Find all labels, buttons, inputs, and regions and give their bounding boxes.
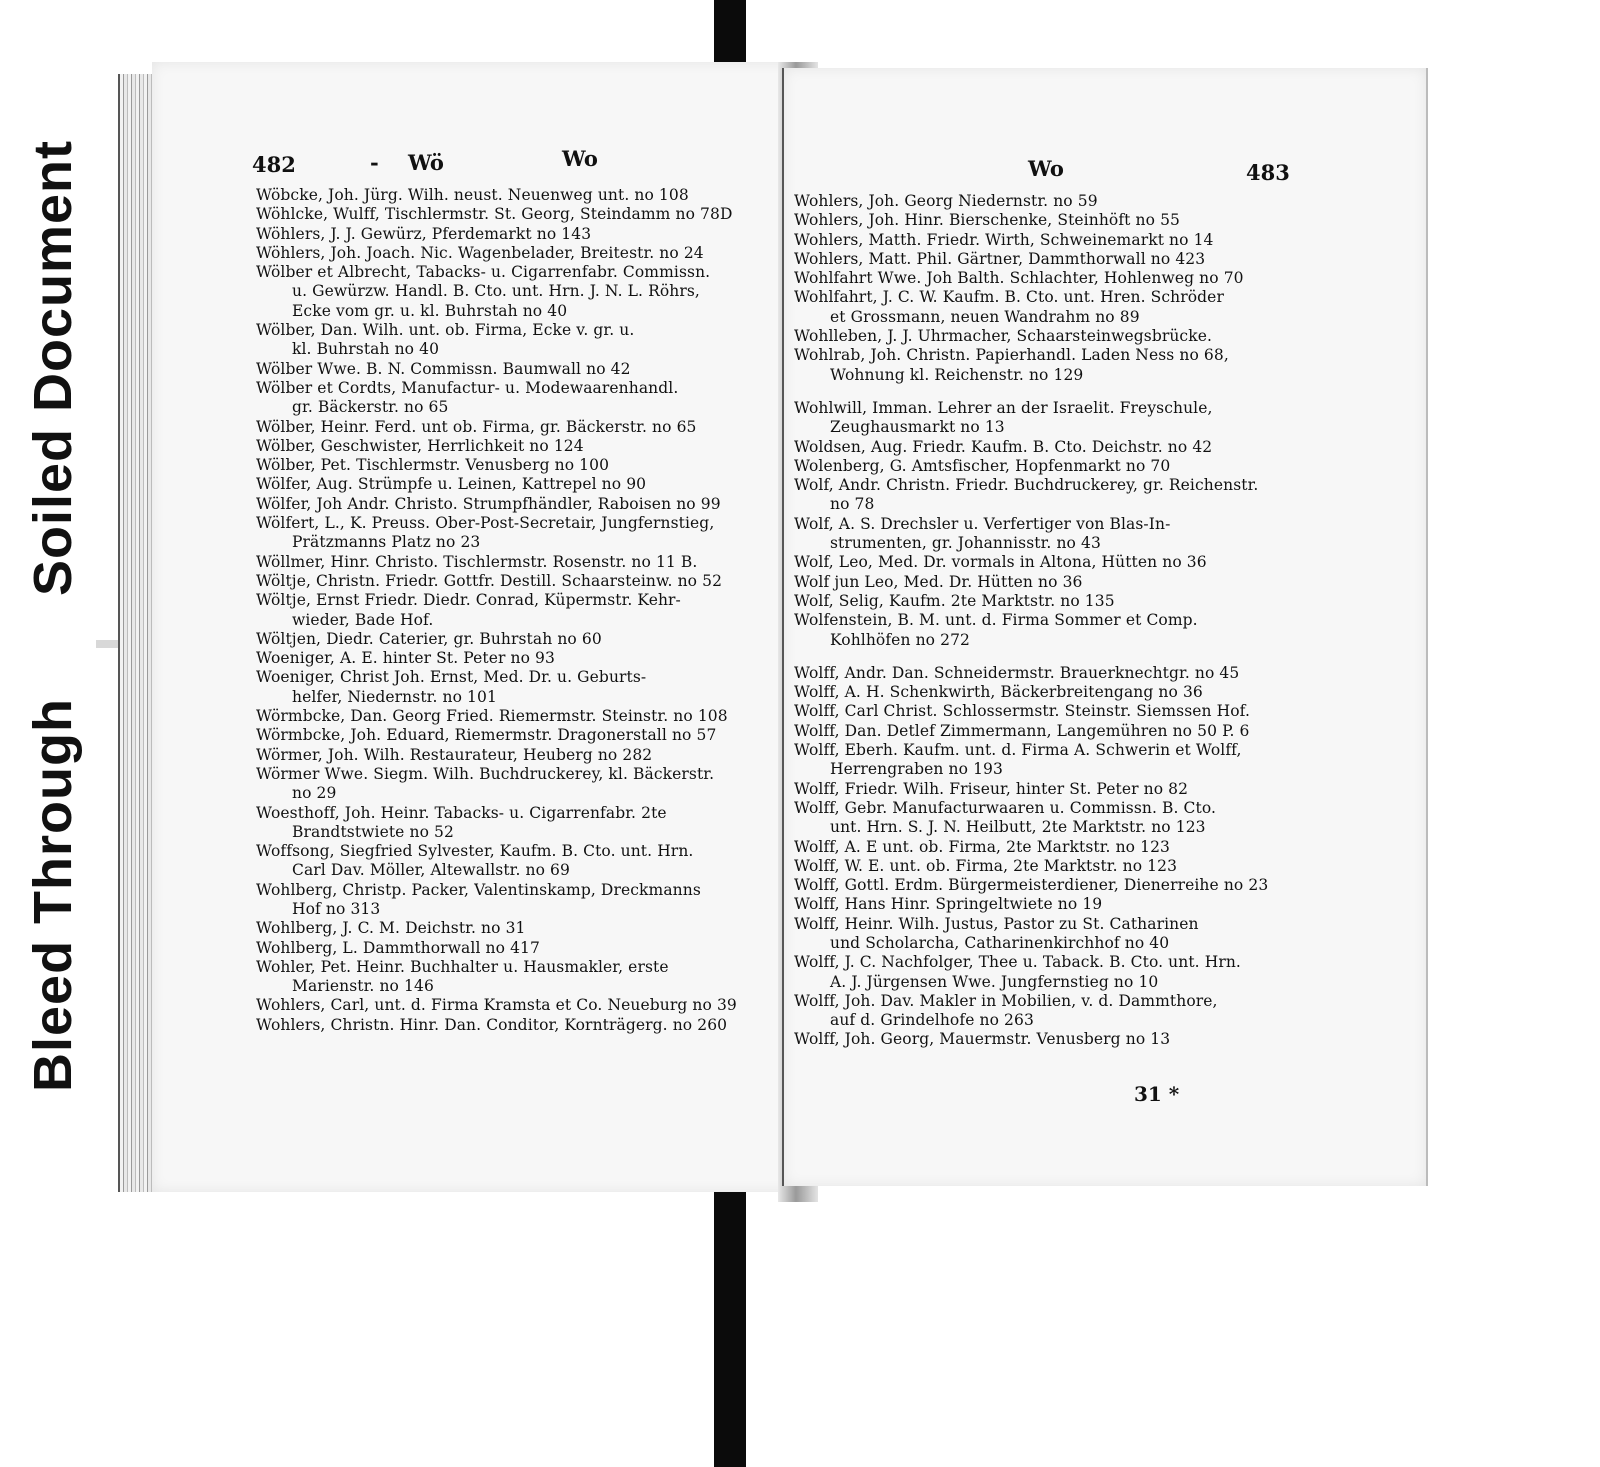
entry-line: Wolff, Dan. Detlef Zimmermann, Langemühren no 50 P. 6 — [794, 721, 1250, 740]
directory-entry — [794, 702, 1414, 721]
directory-entry — [256, 746, 786, 765]
directory-entry — [794, 683, 1414, 702]
entry-continuation: kl. Buhrstah no 40 — [292, 340, 440, 359]
entry-continuation: u. Gewürzw. Handl. B. Cto. unt. Hrn. J. N. L. Röhrs, — [292, 282, 700, 301]
entry-line: Wöhlcke, Wulff, Tischlermstr. St. Georg, Steindamm no 78D — [256, 205, 733, 224]
directory-entry — [794, 592, 1414, 611]
entry-line: Wölber, Geschwister, Herrlichkeit no 124 — [256, 436, 584, 455]
page-number-right: 483 — [1246, 160, 1290, 185]
entry-line: Wolff, W. E. unt. ob. Firma, 2te Marktstr. no 123 — [794, 856, 1178, 875]
entry-line: Wolff, Andr. Dan. Schneidermstr. Brauerknechtgr. no 45 — [794, 663, 1240, 682]
directory-entry — [256, 804, 786, 843]
directory-entry — [794, 722, 1414, 741]
entry-line: Wöllmer, Hinr. Christo. Tischlermstr. Rosenstr. no 11 B. — [256, 552, 698, 571]
directory-entry — [256, 958, 786, 997]
directory-entry — [794, 1030, 1414, 1049]
directory-entry — [256, 707, 786, 726]
entry-line: Wölber, Dan. Wilh. unt. ob. Firma, Ecke v. gr. u. — [256, 321, 635, 340]
entry-continuation: strumenten, gr. Johannisstr. no 43 — [830, 534, 1101, 553]
entry-line: Wörmbcke, Dan. Georg Fried. Riemermstr. Steinstr. no 108 — [256, 707, 728, 726]
entry-line: Wolff, Gebr. Manufacturwaaren u. Commissn. B. Cto. — [794, 798, 1217, 817]
entry-line: Woldsen, Aug. Friedr. Kaufm. B. Cto. Deichstr. no 42 — [794, 437, 1213, 456]
directory-entry — [794, 476, 1414, 515]
entry-line: Wohlers, Christn. Hinr. Dan. Conditor, Kornträgerg. no 260 — [256, 1015, 728, 1034]
entry-continuation: no 29 — [292, 784, 337, 803]
directory-entry — [256, 475, 786, 494]
entry-continuation: unt. Hrn. S. J. N. Heilbutt, 2te Marktstr. no 123 — [830, 818, 1206, 837]
directory-entry — [794, 915, 1414, 954]
entry-line: Wohlrab, Joh. Christn. Papierhandl. Laden Ness no 68, — [794, 346, 1229, 365]
entry-line: Wohlfahrt Wwe. Joh Balth. Schlachter, Hohlenweg no 70 — [794, 269, 1244, 288]
entry-line: Wohlwill, Imman. Lehrer an der Israelit. Freyschule, — [794, 398, 1213, 417]
entry-line: Wolf, Andr. Christn. Friedr. Buchdruckerey, gr. Reichenstr. — [794, 476, 1259, 495]
entry-line: Wohlers, Matt. Phil. Gärtner, Dammthorwall no 423 — [794, 249, 1206, 268]
entry-line: Wöhlers, Joh. Joach. Nic. Wagenbelader, Breitestr. no 24 — [256, 243, 704, 262]
entry-line: Wolenberg, G. Amtsfischer, Hopfenmarkt no 70 — [794, 456, 1171, 475]
entry-line: Wolf, Leo, Med. Dr. vormals in Altona, Hütten no 36 — [794, 553, 1207, 572]
directory-entry — [256, 225, 786, 244]
entry-line: Wohlberg, Christp. Packer, Valentinskamp, Dreckmanns — [256, 880, 701, 899]
entry-line: Wolf, A. S. Drechsler u. Verfertiger von Blas-In- — [794, 514, 1171, 533]
entry-line: Wohler, Pet. Heinr. Buchhalter u. Hausmakler, erste — [256, 957, 669, 976]
entry-line: Wölber, Heinr. Ferd. unt ob. Firma, gr. Bäckerstr. no 65 — [256, 417, 697, 436]
entry-line: Wörmer Wwe. Siegm. Wilh. Buchdruckerey, kl. Bäckerstr. — [256, 764, 715, 783]
entry-continuation: Carl Dav. Möller, Altewallstr. no 69 — [292, 861, 570, 880]
running-header: Wo — [1028, 156, 1064, 181]
entry-line: Wohlberg, J. C. M. Deichstr. no 31 — [256, 919, 526, 938]
directory-entry — [794, 780, 1414, 799]
entry-line: Wolfenstein, B. M. unt. d. Firma Sommer et Comp. — [794, 611, 1198, 630]
entry-line: Wölber et Albrecht, Tabacks- u. Cigarrenfabr. Commissn. — [256, 263, 711, 282]
entry-line: Wölfer, Aug. Strümpfe u. Leinen, Kattrepel no 90 — [256, 475, 647, 494]
left-entry-list — [256, 186, 786, 1035]
entry-line: Wolff, J. C. Nachfolger, Thee u. Taback. B. Cto. unt. Hrn. — [794, 953, 1241, 972]
entry-line: Wörmer, Joh. Wilh. Restaurateur, Heuberg no 282 — [256, 745, 653, 764]
entry-continuation: Brandtstwiete no 52 — [292, 822, 454, 841]
running-header-left: Wö — [408, 150, 444, 175]
directory-entry — [256, 553, 786, 572]
entry-line: Wolff, Joh. Dav. Makler in Mobilien, v. d. Dammthore, — [794, 991, 1218, 1010]
entry-line: Woffsong, Siegfried Sylvester, Kaufm. B. Cto. unt. Hrn. — [256, 842, 694, 861]
directory-entry — [794, 664, 1414, 683]
entry-line: Wölfert, L., K. Preuss. Ober-Post-Secretair, Jungfernstieg, — [256, 514, 715, 533]
directory-entry — [794, 741, 1414, 780]
open-book — [118, 62, 1424, 1194]
directory-entry — [256, 321, 786, 360]
directory-entry — [794, 799, 1414, 838]
entry-continuation: Herrengraben no 193 — [830, 760, 1003, 779]
entry-continuation: Ecke vom gr. u. kl. Buhrstah no 40 — [292, 301, 568, 320]
directory-entry — [794, 438, 1414, 457]
entry-continuation: Prätzmanns Platz no 23 — [292, 533, 481, 552]
entry-line: Wölber et Cordts, Manufactur- u. Modewaarenhandl. — [256, 378, 679, 397]
directory-entry — [794, 192, 1414, 211]
directory-entry — [256, 379, 786, 418]
directory-entry — [256, 514, 786, 553]
directory-entry — [256, 842, 786, 881]
directory-entry — [794, 399, 1414, 438]
entry-line: Wohlfahrt, J. C. W. Kaufm. B. Cto. unt. Hren. Schröder — [794, 288, 1224, 307]
directory-entry — [256, 205, 786, 224]
entry-line: Wöhlers, J. J. Gewürz, Pferdemarkt no 143 — [256, 224, 592, 243]
entry-continuation: gr. Bäckerstr. no 65 — [292, 398, 449, 417]
directory-entry — [794, 250, 1414, 269]
directory-entry — [794, 876, 1414, 895]
entry-line: Wölber Wwe. B. N. Commissn. Baumwall no 42 — [256, 359, 631, 378]
entry-line: Wohlberg, L. Dammthorwall no 417 — [256, 938, 540, 957]
entry-continuation: Wohnung kl. Reichenstr. no 129 — [830, 365, 1084, 384]
entry-line: Wolff, Friedr. Wilh. Friseur, hinter St. Peter no 82 — [794, 779, 1189, 798]
entry-line: Wolff, Gottl. Erdm. Bürgermeisterdiener, Dienerreihe no 23 — [794, 876, 1269, 895]
entry-line: Wolf, Selig, Kaufm. 2te Marktstr. no 135 — [794, 591, 1115, 610]
header-dash: - — [370, 150, 379, 175]
soiled-document-label — [10, 98, 96, 638]
directory-entry — [256, 630, 786, 649]
directory-entry — [794, 611, 1414, 650]
signature-mark: 31 * — [1134, 1082, 1180, 1106]
entry-line: Wolff, Joh. Georg, Mauermstr. Venusberg no 13 — [794, 1030, 1171, 1049]
entry-continuation: wieder, Bade Hof. — [292, 610, 434, 629]
directory-entry — [256, 572, 786, 591]
entry-line: Wöltje, Christn. Friedr. Gottfr. Destill. Schaarsteinw. no 52 — [256, 571, 723, 590]
entry-continuation: helfer, Niedernstr. no 101 — [292, 687, 497, 706]
directory-entry — [256, 881, 786, 920]
right-page — [782, 68, 1428, 1186]
directory-entry — [256, 263, 786, 321]
entry-line: Wohlers, Carl, unt. d. Firma Kramsta et Co. Neueburg no 39 — [256, 996, 737, 1015]
page-edges — [118, 74, 154, 1192]
directory-entry — [256, 418, 786, 437]
entry-line: Wohlleben, J. J. Uhrmacher, Schaarsteinwegsbrücke. — [794, 327, 1213, 346]
entry-line: Wohlers, Joh. Georg Niedernstr. no 59 — [794, 192, 1098, 210]
directory-entry — [256, 186, 786, 205]
entry-line: Wolff, Hans Hinr. Springeltwiete no 19 — [794, 895, 1103, 914]
left-page — [152, 62, 800, 1192]
entry-line: Wolff, A. H. Schenkwirth, Bäckerbreitengang no 36 — [794, 683, 1203, 702]
directory-entry — [256, 456, 786, 475]
entry-continuation: Hof no 313 — [292, 899, 381, 918]
directory-entry — [256, 939, 786, 958]
binding-tape-bottom — [714, 1168, 746, 1467]
directory-entry — [256, 919, 786, 938]
directory-entry — [256, 996, 786, 1015]
entry-line: Wolff, Eberh. Kaufm. unt. d. Firma A. Schwerin et Wolff, — [794, 741, 1242, 760]
entry-continuation: A. J. Jürgensen Wwe. Jungfernstieg no 10 — [830, 972, 1159, 991]
directory-entry — [794, 857, 1414, 876]
entry-continuation: Marienstr. no 146 — [292, 977, 434, 996]
page-number-left: 482 — [252, 152, 296, 177]
directory-entry — [794, 895, 1414, 914]
entry-line: Wölber, Pet. Tischlermstr. Venusberg no 100 — [256, 456, 610, 475]
entry-line: Woesthoff, Joh. Heinr. Tabacks- u. Cigarrenfabr. 2te — [256, 803, 667, 822]
bleed-through-label — [10, 655, 96, 1135]
directory-entry — [256, 244, 786, 263]
directory-entry — [794, 231, 1414, 250]
soiled-document-text: Soiled Document — [23, 139, 84, 597]
directory-entry — [794, 269, 1414, 288]
directory-entry — [256, 591, 786, 630]
directory-entry — [794, 211, 1414, 230]
entry-continuation: no 78 — [830, 495, 875, 514]
directory-entry — [794, 953, 1414, 992]
entry-continuation: auf d. Grindelhofe no 263 — [830, 1011, 1034, 1030]
directory-entry — [256, 765, 786, 804]
directory-entry — [794, 553, 1414, 572]
entry-line: Wolff, Heinr. Wilh. Justus, Pastor zu St. Catharinen — [794, 914, 1199, 933]
bleed-through-text: Bleed Through — [23, 698, 84, 1092]
entry-line: Wörmbcke, Joh. Eduard, Riemermstr. Dragonerstall no 57 — [256, 726, 717, 745]
directory-entry — [256, 726, 786, 745]
directory-entry — [794, 515, 1414, 554]
directory-entry — [256, 495, 786, 514]
directory-entry — [256, 360, 786, 379]
directory-entry — [256, 668, 786, 707]
entry-line: Wohlers, Joh. Hinr. Bierschenke, Steinhöft no 55 — [794, 211, 1180, 230]
directory-entry — [794, 457, 1414, 476]
directory-entry — [794, 327, 1414, 346]
entry-continuation: et Grossmann, neuen Wandrahm no 89 — [830, 307, 1140, 326]
entry-line: Wölfer, Joh Andr. Christo. Strumpfhändler, Raboisen no 99 — [256, 494, 721, 513]
directory-entry — [794, 288, 1414, 327]
running-header-right: Wo — [562, 146, 598, 171]
entry-continuation: Kohlhöfen no 272 — [830, 630, 970, 649]
directory-entry — [794, 992, 1414, 1031]
entry-line: Wöltjen, Diedr. Caterier, gr. Buhrstah no 60 — [256, 629, 602, 648]
entry-line: Wolf jun Leo, Med. Dr. Hütten no 36 — [794, 572, 1083, 591]
entry-line: Woeniger, A. E. hinter St. Peter no 93 — [256, 649, 555, 668]
directory-entry — [256, 649, 786, 668]
entry-line: Wohlers, Matth. Friedr. Wirth, Schweinemarkt no 14 — [794, 230, 1214, 249]
entry-line: Woeniger, Christ Joh. Ernst, Med. Dr. u. Geburts- — [256, 668, 647, 687]
directory-entry — [794, 838, 1414, 857]
entry-continuation: und Scholarcha, Catharinenkirchhof no 40 — [830, 933, 1170, 952]
directory-entry — [794, 573, 1414, 592]
directory-entry — [256, 437, 786, 456]
entry-line: Wolff, Carl Christ. Schlossermstr. Steinstr. Siemssen Hof. — [794, 702, 1250, 721]
entry-line: Wöltje, Ernst Friedr. Diedr. Conrad, Küpermstr. Kehr- — [256, 591, 681, 610]
directory-entry — [256, 1016, 786, 1035]
directory-entry — [794, 346, 1414, 385]
entry-continuation: Zeughausmarkt no 13 — [830, 418, 1005, 437]
entry-line: Wöbcke, Joh. Jürg. Wilh. neust. Neuenweg unt. no 108 — [256, 186, 689, 204]
entry-line: Wolff, A. E unt. ob. Firma, 2te Marktstr. no 123 — [794, 837, 1171, 856]
right-entry-list — [794, 192, 1414, 1050]
